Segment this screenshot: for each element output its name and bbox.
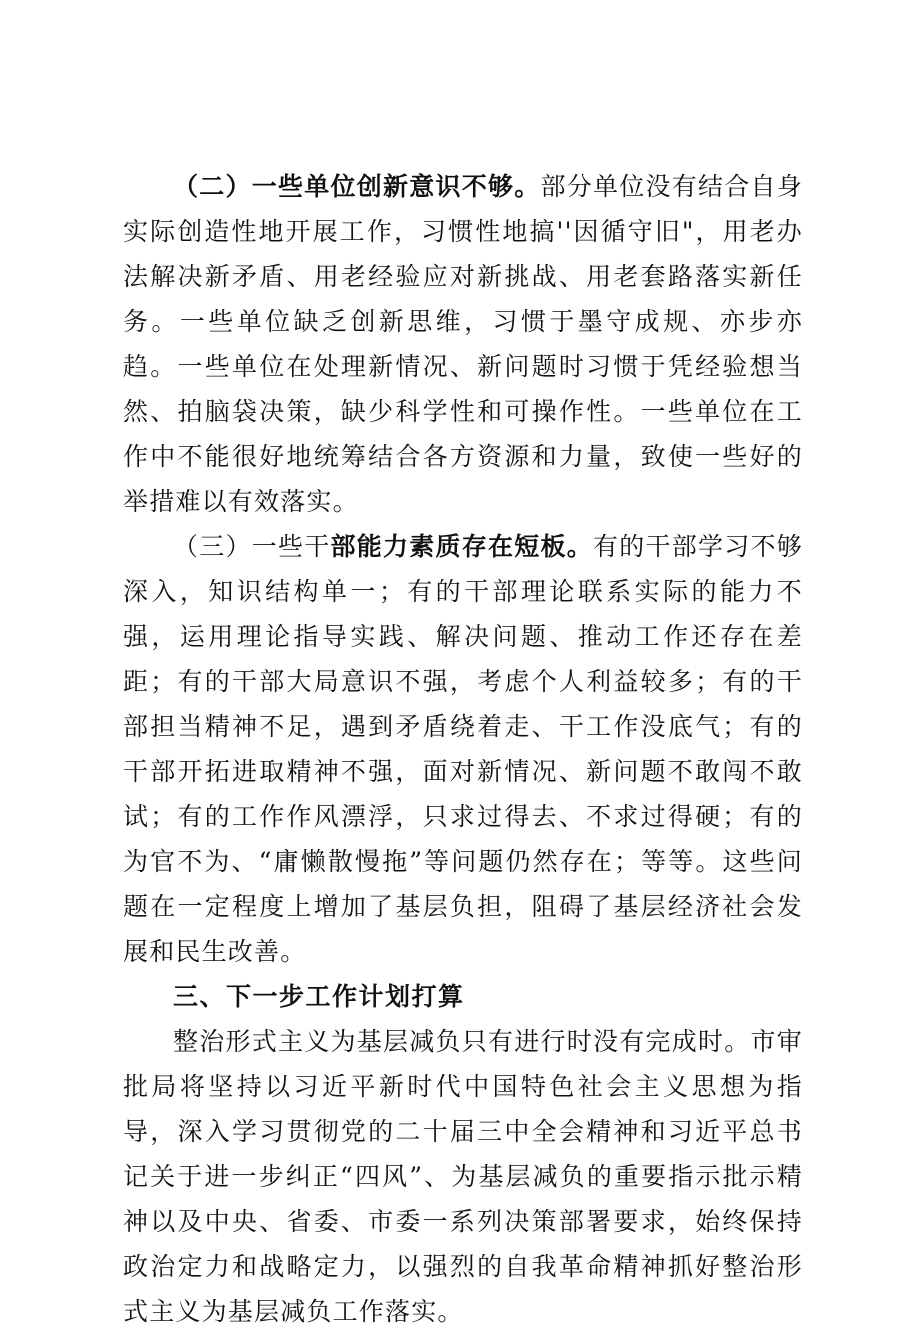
paragraph-cadre-ability	[123, 524, 803, 974]
paragraph-innovation-text: 部分单位没有结合自身实际创造性地开展工作，习惯性地搞''因循守旧"，用老办法解决新矛盾、用老经验应对新挑战、用老套路落实新任务。一些单位缺乏创新思维，习惯于墨守成规、亦步亦趋。一些单位在处理新情况、新问题时习惯于凭经验想当然、拍脑袋决策，缺少科学性和可操作性。一些单位在工作中不能很好地统筹结合各方资源和力量，致使一些好的举措难以有效落实。	[123, 172, 803, 516]
paragraph-cadre-ability-text: 有的干部学习不够深入，知识结构单一；有的干部理论联系实际的能力不强，运用理论指导实践、解决问题、推动工作还存在差距；有的干部大局意识不强，考虑个人利益较多；有的干部担当精神不足，遇到矛盾绕着走、干工作没底气；有的干部开拓进取精神不强，面对新情况、新问题不敢闯不敢试；有的工作作风漂浮，只求过得去、不求过得硬；有的为官不为、“庸懒散慢拖”等问题仍然存在；等等。这些问题在一定程度上增加了基层负担，阻碍了基层经济社会发展和民生改善。	[123, 532, 803, 966]
paragraph-innovation-heading: （二）一些单位创新意识不够。	[173, 172, 541, 201]
paragraph-next-steps-text: 整治形式主义为基层减负只有进行时没有完成时。市审批局将坚持以习近平新时代中国特色社会主义思想为指导，深入学习贯彻党的二十届三中全会精神和习近平总书记关于进一步纠正“四风”、为基层减负的重要指示批示精神以及中央、省委、市委一系列决策部署要求，始终保持政治定力和战略定力，以强烈的自我革命精神抓好整治形式主义为基层减负工作落实。	[123, 1027, 803, 1326]
paragraph-cadre-ability-heading-prefix: （三）一些干	[173, 532, 331, 561]
paragraph-cadre-ability-heading: 部能力素质存在短板。	[330, 532, 594, 561]
document-body	[123, 164, 803, 1334]
section-heading-next-steps: 三、下一步工作计划打算	[173, 982, 465, 1011]
paragraph-innovation	[123, 164, 803, 524]
paragraph-next-steps	[123, 1019, 803, 1334]
